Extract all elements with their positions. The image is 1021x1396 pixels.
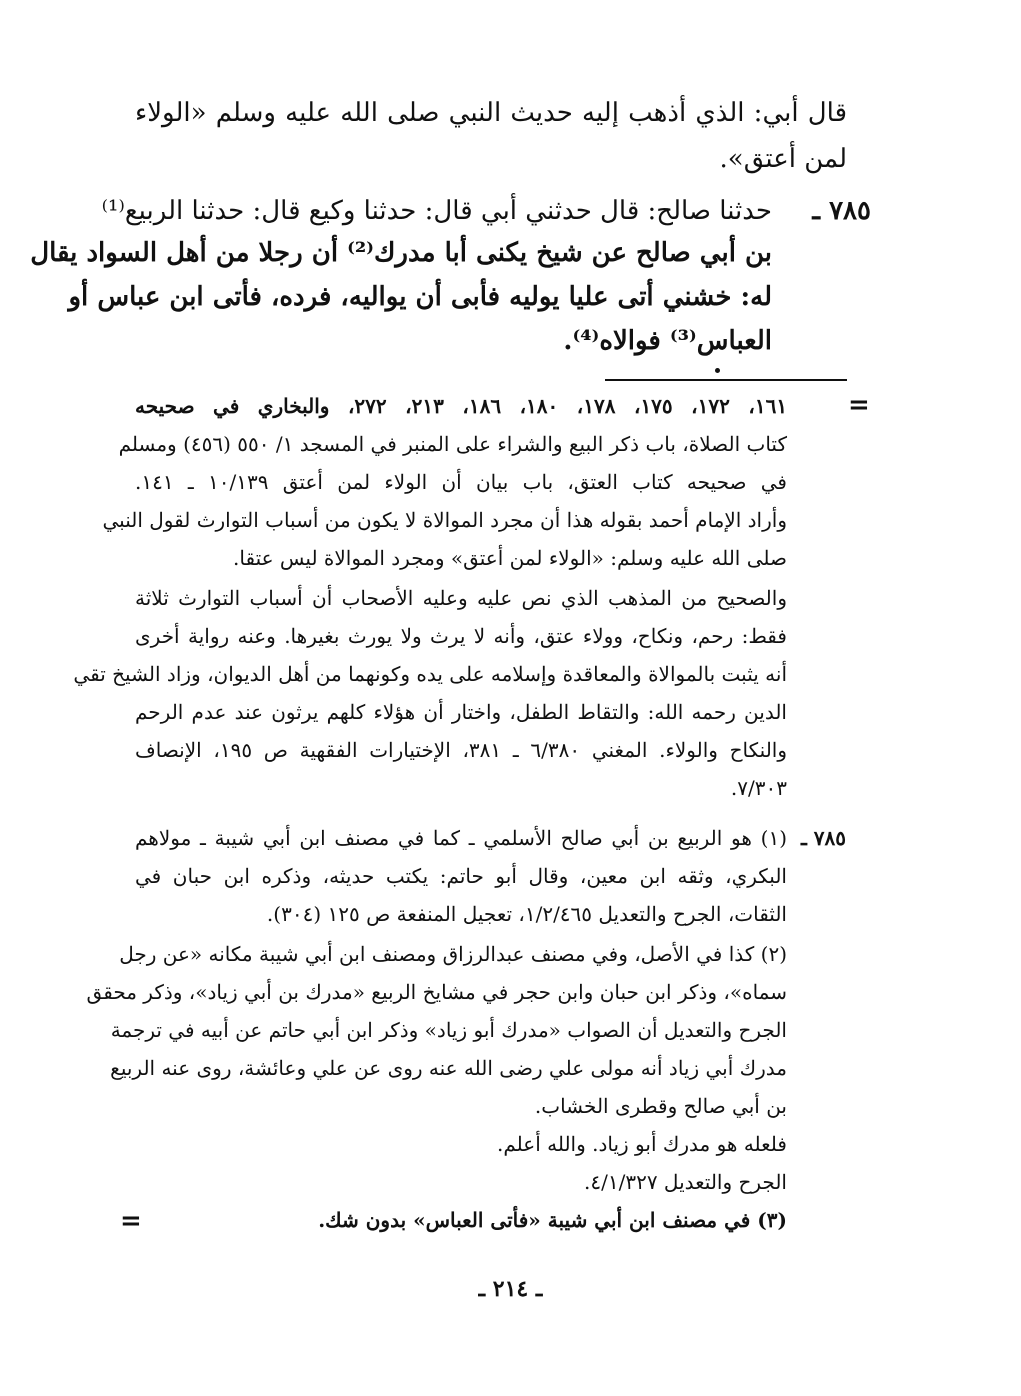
footnote-continuation [73,394,788,814]
footnote-group-number: ٧٨٥ ـ [800,826,846,850]
text-line: قال أبي: الذي أذهب إليه حديث النبي صلى الله عليه وسلم «الولاء [135,98,847,128]
footnote-1-line: (١) هو الربيع بن أبي صالح الأسلمي ـ كما في مصنف ابن أبي شيبة ـ مولاهم [135,826,787,850]
text-line: بن أبي صالح عن شيخ يكنى أبا مدرك⁽²⁾ أن رجلا من أهل السواد يقال [30,238,772,268]
page-number: ـ ٢١٤ ـ [478,1276,543,1302]
hadith-number: ٧٨٥ ـ [812,196,871,226]
text-line: أنه يثبت بالموالاة والمعاقدة وإسلامه على يده وكونهما من أهل الديوان، وزاد الشيخ تقي [73,662,787,686]
footnote-2-line: الجرح والتعديل ٤/١/٣٢٧. [584,1170,787,1194]
text-line: وأراد الإمام أحمد بقوله هذا أن مجرد الموالاة لا يكون من أسباب التوارث لقول النبي [102,508,787,532]
footnote-3: (٣) في مصنف ابن أبي شيبة «فأتى العباس» بدون شك. [318,1208,787,1232]
ink-dot [715,368,720,373]
text-line: ٧/٣٠٣. [730,776,787,800]
text-line: حدثنا صالح: قال حدثني أبي قال: حدثنا وكيع قال: حدثنا الربيع⁽¹⁾ [101,196,772,226]
text-line: والنكاح والولاء. المغني ٦/٣٨٠ ـ ٣٨١، الإختيارات الفقهية ص ١٩٥، الإنصاف [135,738,788,762]
text-line: ١٦١، ١٧٢، ١٧٥، ١٧٨، ١٨٠، ١٨٦، ٢١٣، ٢٧٢، والبخاري في صحيحه [135,394,788,418]
top-block [135,98,847,188]
end-marker: = [120,1206,142,1236]
footnote-2-line: (٢) كذا في الأصل، وفي مصنف عبدالرزاق ومصنف ابن أبي شيبة مكانه «عن رجل [119,942,787,966]
text-line: والصحيح من المذهب الذي نص عليه وعليه الأصحاب أن أسباب التوارث ثلاثة [135,586,787,610]
footnote-2-line: فلعله هو مدرك أبو زياد. والله أعلم. [496,1132,787,1156]
footnotes-785 [86,826,787,1246]
footnote-2-line: سماه»، وذكر ابن حبان وابن حجر في مشايخ الربيع «مدرك بن أبي زياد»، وذكر محقق [86,980,787,1004]
footnote-1-line: البكري، وثقه ابن معين، وقال أبو حاتم: يكتب حديثه، وذكره ابن حبان في [135,864,787,888]
text-line: الدين رحمه الله: والتقاط الطفل، واختار أن هؤلاء كلهم يرثون عند عدم الرحم [135,700,787,724]
text-line: فقط: رحم، ونكاح، وولاء عتق، وأنه لا يرث ولا يورث بغيرها. وعنه رواية أخرى [135,624,787,648]
text-line: له: خشني أتى عليا يوليه فأبى أن يواليه، فرده، فأتى ابن عباس أو [68,282,772,312]
continuation-marker: = [848,390,870,420]
footnote-2-line: الجرح والتعديل أن الصواب «مدرك أبو زياد» وذكر ابن أبي حاتم عن أبيه في ترجمة [110,1018,787,1042]
footnote-divider [605,379,847,381]
hadith-785 [30,196,772,366]
text-line: العباس⁽³⁾ فوالاه⁽⁴⁾. [563,326,772,356]
text-line: صلى الله عليه وسلم: «الولاء لمن أعتق» ومجرد الموالاة ليس عتقا. [233,546,787,570]
text-line: في صحيحه كتاب العتق، باب بيان أن الولاء لمن أعتق ١٠/١٣٩ ـ ١٤١. [135,470,787,494]
footnote-2-line: بن أبي صالح وقطرى الخشاب. [534,1094,787,1118]
text-line: لمن أعتق». [719,144,847,174]
text-line: كتاب الصلاة، باب ذكر البيع والشراء على المنبر في المسجد ١/ ٥٥٠ (٤٥٦) ومسلم [118,432,787,456]
footnote-1-line: الثقات، الجرح والتعديل ١/٢/٤٦٥، تعجيل المنفعة ص ١٢٥ (٣٠٤). [266,902,787,926]
footnote-2-line: مدرك أبي زياد أنه مولى علي رضى الله عنه روى عن علي وعائشة، روى عنه الربيع [110,1056,787,1080]
